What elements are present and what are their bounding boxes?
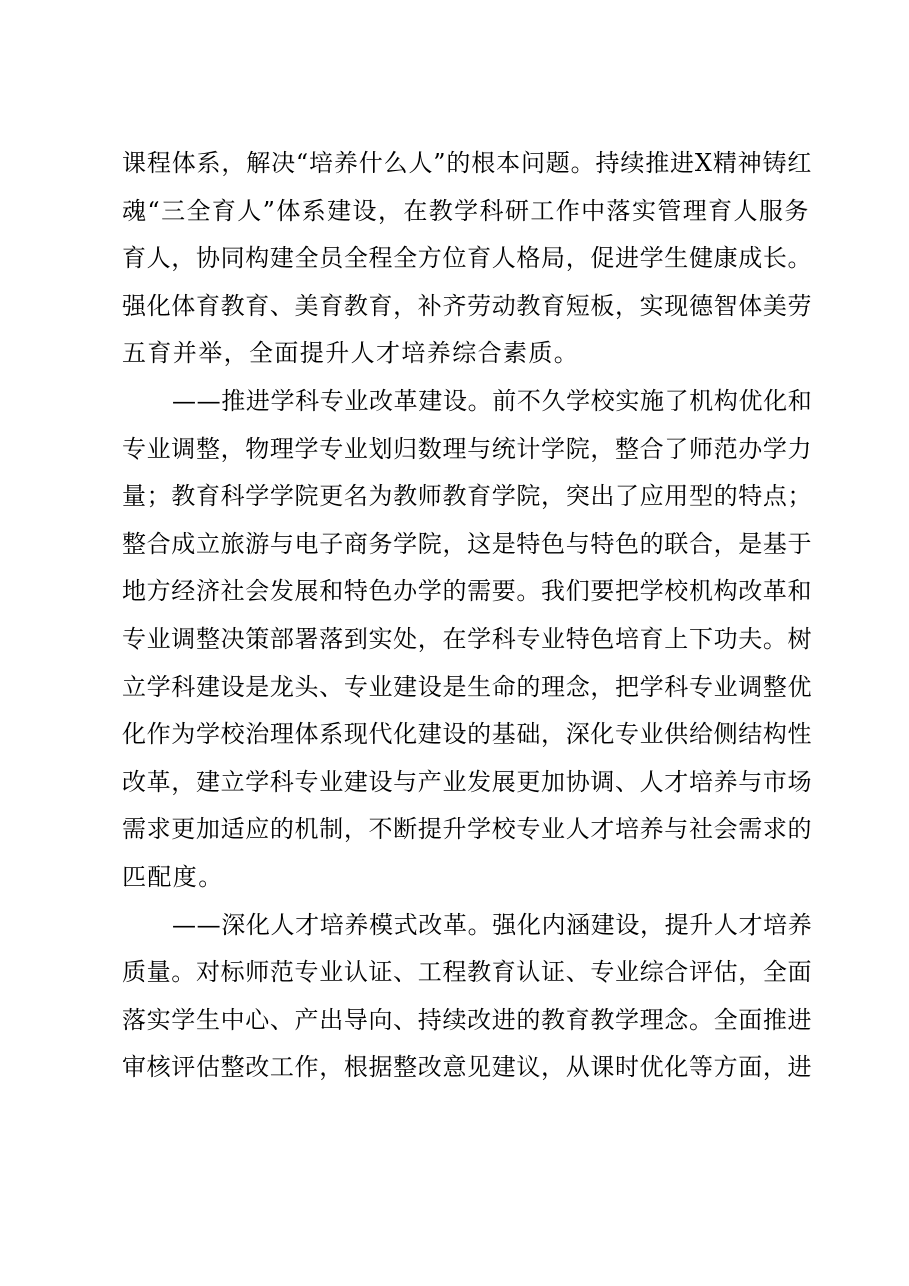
text-line: 审核评估整改工作，根据整改意见建议，从课时优化等方面，进 — [122, 1053, 813, 1082]
text-line: 匹配度。 — [122, 862, 224, 891]
text-line: 需求更加适应的机制，不断提升学校专业人才培养与社会需求的 — [122, 815, 813, 844]
text-line: 落实学生中心、产出导向、持续改进的教育教学理念。全面推进 — [122, 1005, 813, 1034]
text-line: 五育并举，全面提升人才培养综合素质。 — [122, 339, 580, 368]
paragraph-first-line: ——推进学科专业改革建设。前不久学校实施了机构优化和 — [172, 386, 813, 415]
text-line: 地方经济社会发展和特色办学的需要。我们要把学校机构改革和 — [122, 577, 813, 606]
text-line: 质量。对标师范专业认证、工程教育认证、专业综合评估，全面 — [122, 958, 813, 987]
text-line: 课程体系，解决“培养什么人”的根本问题。持续推进X精神铸红 — [122, 149, 813, 177]
text-line: 育人，协同构建全员全程全方位育人格局，促进学生健康成长。 — [122, 244, 813, 273]
text-line: 专业调整决策部署落到实处，在学科专业特色培育上下功夫。树 — [122, 624, 813, 653]
text-line: 量；教育科学学院更名为教师教育学院，突出了应用型的特点； — [122, 482, 813, 511]
text-line: 改革，建立学科专业建设与产业发展更加协调、人才培养与市场 — [122, 767, 813, 796]
text-line: 整合成立旅游与电子商务学院，这是特色与特色的联合，是基于 — [122, 529, 813, 558]
paragraph-first-line: ——深化人才培养模式改革。强化内涵建设，提升人才培养 — [172, 910, 813, 939]
text-line: 立学科建设是龙头、专业建设是生命的理念，把学科专业调整优 — [122, 672, 813, 701]
text-line: 魂“三全育人”体系建设，在教学科研工作中落实管理育人服务 — [122, 196, 810, 225]
document-body — [122, 140, 812, 1092]
text-line: 化作为学校治理体系现代化建设的基础，深化专业供给侧结构性 — [122, 720, 813, 749]
text-line: 专业调整，物理学专业划归数理与统计学院，整合了师范办学力 — [122, 434, 813, 463]
text-line: 强化体育教育、美育教育，补齐劳动教育短板，实现德智体美劳 — [122, 291, 813, 320]
